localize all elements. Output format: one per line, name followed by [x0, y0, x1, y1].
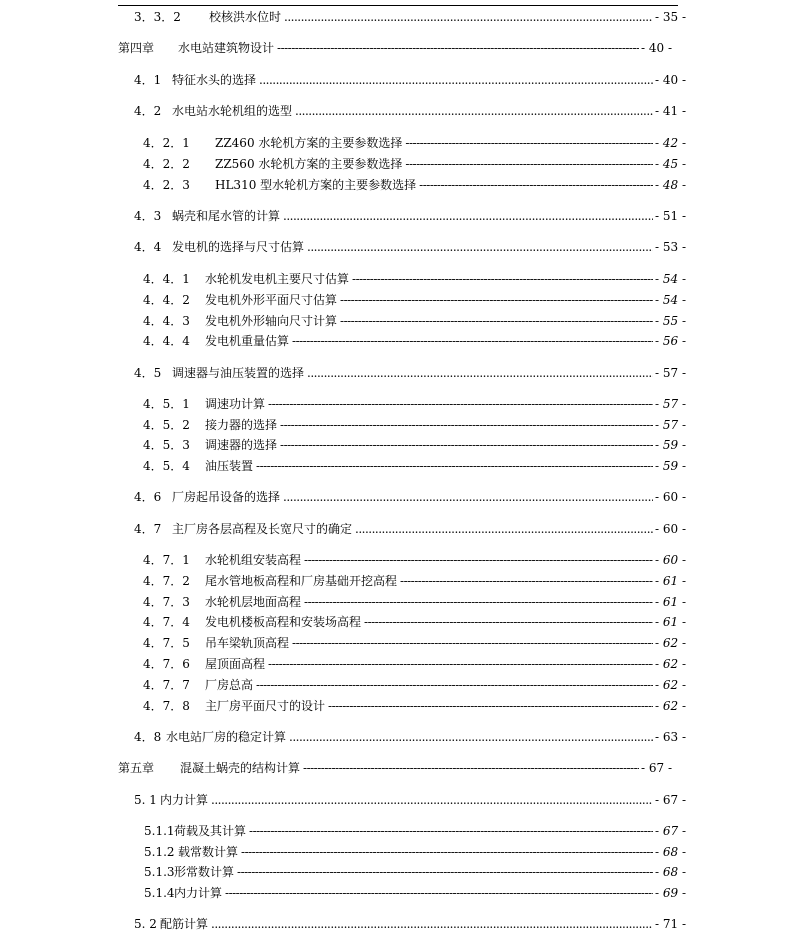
toc-entry[interactable] — [144, 886, 686, 900]
toc-entry-number: 5. 2 — [134, 917, 157, 931]
toc-entry-page: - 62 - — [654, 657, 686, 671]
toc-entry-page: - 69 - — [654, 886, 686, 900]
toc-entry-title: 调速功计算 — [205, 397, 266, 411]
toc-leader — [277, 41, 639, 55]
toc-leader — [303, 761, 639, 775]
toc-entry-number: 5.1.1 — [144, 824, 175, 838]
toc-leader — [307, 366, 653, 380]
toc-entry-title: 载常数计算 — [178, 845, 239, 859]
toc-leader — [280, 438, 653, 452]
toc-entry-title: 接力器的选择 — [205, 418, 278, 432]
toc-entry-title: 形常数计算 — [174, 865, 235, 879]
toc-entry-number: 4．4 — [134, 240, 162, 254]
toc-leader — [284, 10, 653, 24]
toc-entry-title: 内力计算 — [160, 793, 209, 807]
toc-leader — [419, 178, 653, 192]
toc-entry-page: - 71 - — [654, 917, 686, 931]
toc-entry[interactable] — [143, 136, 686, 150]
toc-entry-title: 蜗壳和尾水管的计算 — [172, 209, 281, 223]
toc-entry-number: 4．1 — [134, 73, 162, 87]
toc-entry-page: - 61 - — [654, 574, 686, 588]
toc-entry-page: - 62 - — [654, 678, 686, 692]
toc-entry-page: - 54 - — [654, 293, 686, 307]
toc-entry[interactable] — [143, 574, 686, 588]
toc-entry-number: 4．5．4 — [143, 459, 190, 473]
toc-entry[interactable] — [143, 657, 686, 671]
toc-entry-page: - 40 - — [654, 73, 686, 87]
toc-entry-number: 4．7．8 — [143, 699, 190, 713]
toc-entry-title: 尾水管地板高程和厂房基础开挖高程 — [205, 574, 398, 588]
toc-entry[interactable] — [118, 761, 672, 775]
toc-entry[interactable] — [143, 397, 686, 411]
toc-leader — [241, 845, 653, 859]
toc-leader — [304, 553, 653, 567]
toc-entry[interactable] — [143, 553, 686, 567]
toc-entry[interactable] — [134, 10, 686, 24]
toc-entry[interactable] — [143, 157, 686, 171]
toc-leader — [355, 522, 653, 536]
toc-entry[interactable] — [144, 845, 686, 859]
toc-leader — [237, 865, 653, 879]
toc-leader — [280, 418, 653, 432]
toc-entry-page: - 48 - — [654, 178, 686, 192]
toc-entry[interactable] — [143, 615, 686, 629]
toc-leader — [295, 104, 653, 118]
toc-entry-page: - 55 - — [654, 314, 686, 328]
toc-leader — [283, 209, 653, 223]
toc-entry[interactable] — [134, 490, 686, 504]
toc-entry-page: - 62 - — [654, 699, 686, 713]
toc-entry[interactable] — [143, 418, 686, 432]
toc-entry-title: 调速器与油压装置的选择 — [172, 366, 305, 380]
toc-leader — [268, 397, 653, 411]
toc-entry[interactable] — [134, 793, 686, 807]
toc-entry-number: 4．4．4 — [143, 334, 190, 348]
toc-entry-title: 荷载及其计算 — [174, 824, 247, 838]
toc-entry-page: - 59 - — [654, 459, 686, 473]
toc-entry-number: 4．7．1 — [143, 553, 190, 567]
toc-entry-title: 发电机重量估算 — [205, 334, 290, 348]
toc-entry[interactable] — [143, 595, 686, 609]
toc-entry-page: - 67 - — [654, 824, 686, 838]
toc-leader — [292, 334, 653, 348]
toc-entry-title: 水轮机层地面高程 — [205, 595, 302, 609]
toc-entry[interactable] — [134, 209, 686, 223]
toc-entry[interactable] — [144, 824, 686, 838]
toc-entry-page: - 63 - — [654, 730, 686, 744]
toc-entry[interactable] — [134, 730, 686, 744]
toc-entry-title: ZZ460 水轮机方案的主要参数选择 — [215, 136, 403, 150]
toc-entry-number: 4．4．2 — [143, 293, 190, 307]
toc-entry-title: 水轮机组安装高程 — [205, 553, 302, 567]
toc-entry-title: 屋顶面高程 — [205, 657, 266, 671]
toc-entry[interactable] — [134, 104, 686, 118]
toc-entry[interactable] — [118, 41, 672, 55]
toc-entry-number: 4．7．2 — [143, 574, 190, 588]
toc-leader — [283, 490, 653, 504]
toc-leader — [400, 574, 653, 588]
toc-entry-number: 3．3．2 — [134, 10, 181, 24]
toc-entry-page: - 60 - — [654, 553, 686, 567]
toc-entry-number: 4．7．6 — [143, 657, 190, 671]
toc-entry-title: 校核洪水位时 — [209, 10, 282, 24]
toc-entry-page: - 67 - — [654, 793, 686, 807]
toc-leader — [405, 136, 653, 150]
toc-leader — [304, 595, 653, 609]
toc-entry-page: - 57 - — [654, 418, 686, 432]
toc-entry-title: 厂房总高 — [205, 678, 254, 692]
toc-entry-page: - 59 - — [654, 438, 686, 452]
toc-entry-page: - 45 - — [654, 157, 686, 171]
toc-entry-page: - 68 - — [654, 865, 686, 879]
toc-leader — [211, 917, 653, 931]
toc-entry-number: 4．4．3 — [143, 314, 190, 328]
toc-entry-number: 4．7．7 — [143, 678, 190, 692]
toc-entry-number: 4．2 — [134, 104, 162, 118]
toc-entry-page: - 57 - — [654, 397, 686, 411]
toc-entry[interactable] — [134, 366, 686, 380]
toc-entry-number: 4．4．1 — [143, 272, 190, 286]
toc-entry[interactable] — [134, 917, 686, 931]
toc-entry-title: 水电站水轮机组的选型 — [172, 104, 293, 118]
toc-entry[interactable] — [134, 240, 686, 254]
toc-entry-page: - 56 - — [654, 334, 686, 348]
toc-entry-title: 厂房起吊设备的选择 — [172, 490, 281, 504]
toc-entry[interactable] — [143, 636, 686, 650]
toc-entry-title: 发电机楼板高程和安装场高程 — [205, 615, 362, 629]
toc-entry[interactable] — [143, 699, 686, 713]
toc-entry-title: 调速器的选择 — [205, 438, 278, 452]
toc-entry-title: 主厂房各层高程及长宽尺寸的确定 — [172, 522, 353, 536]
toc-entry-title: 吊车梁轨顶高程 — [205, 636, 290, 650]
toc-leader — [225, 886, 653, 900]
toc-entry[interactable] — [143, 459, 686, 473]
toc-entry[interactable] — [143, 438, 686, 452]
toc-entry[interactable] — [143, 272, 686, 286]
toc-entry-title: ZZ560 水轮机方案的主要参数选择 — [215, 157, 403, 171]
toc-entry-number: 4．7．5 — [143, 636, 190, 650]
toc-entry-number: 4．7 — [134, 522, 162, 536]
toc-leader — [256, 459, 653, 473]
toc-entry-title: 发电机外形平面尺寸估算 — [205, 293, 338, 307]
toc-entry-page: - 57 - — [654, 366, 686, 380]
toc-entry-number: 4．5．3 — [143, 438, 190, 452]
toc-entry-number: 4．8 — [134, 730, 162, 744]
toc-entry-page: - 40 - — [640, 41, 672, 55]
toc-entry-page: - 67 - — [640, 761, 672, 775]
toc-leader — [211, 793, 653, 807]
toc-entry-title: 水电站建筑物设计 — [178, 41, 275, 55]
toc-leader — [340, 293, 653, 307]
toc-leader — [328, 699, 653, 713]
toc-leader — [259, 73, 653, 87]
toc-entry-number: 第四章 — [118, 41, 155, 55]
toc-leader — [352, 272, 653, 286]
toc-entry-title: 水轮机发电机主要尺寸估算 — [205, 272, 350, 286]
toc-leader — [256, 678, 653, 692]
toc-entry-number: 5.1.4 — [144, 886, 175, 900]
toc-entry-page: - 51 - — [654, 209, 686, 223]
toc-entry[interactable] — [134, 522, 686, 536]
toc-entry-title: 主厂房平面尺寸的设计 — [205, 699, 326, 713]
toc-leader — [268, 657, 653, 671]
toc-entry-title: 水电站厂房的稳定计算 — [166, 730, 287, 744]
toc-entry[interactable] — [144, 865, 686, 879]
toc-entry-number: 4．2．3 — [143, 178, 190, 192]
toc-leader — [364, 615, 653, 629]
toc-entry[interactable] — [143, 178, 686, 192]
toc-entry-title: 特征水头的选择 — [172, 73, 257, 87]
toc-entry-number: 5. 1 — [134, 793, 157, 807]
toc-entry-title: 发电机的选择与尺寸估算 — [172, 240, 305, 254]
toc-entry[interactable] — [143, 293, 686, 307]
toc-entry[interactable] — [143, 334, 686, 348]
toc-entry-page: - 68 - — [654, 845, 686, 859]
toc-entry-page: - 41 - — [654, 104, 686, 118]
toc-leader — [289, 730, 653, 744]
toc-entry-number: 4．2．1 — [143, 136, 190, 150]
toc-leader — [340, 314, 653, 328]
toc-entry-number: 4．2．2 — [143, 157, 190, 171]
toc-leader — [307, 240, 653, 254]
toc-entry-page: - 60 - — [654, 522, 686, 536]
top-rule — [118, 5, 678, 6]
toc-entry-number: 4．7．4 — [143, 615, 190, 629]
toc-entry-number: 4．6 — [134, 490, 162, 504]
toc-entry-title: 混凝土蜗壳的结构计算 — [180, 761, 301, 775]
toc-entry-number: 5.1.3 — [144, 865, 175, 879]
toc-leader — [249, 824, 653, 838]
toc-entry-title: 油压装置 — [205, 459, 254, 473]
toc-entry-title: 配筋计算 — [160, 917, 209, 931]
toc-entry-title: HL310 型水轮机方案的主要参数选择 — [215, 178, 417, 192]
toc-entry[interactable] — [134, 73, 686, 87]
toc-leader — [405, 157, 653, 171]
toc-entry-number: 4．3 — [134, 209, 162, 223]
toc-entry-number: 4．7．3 — [143, 595, 190, 609]
toc-entry-page: - 62 - — [654, 636, 686, 650]
toc-entry-number: 5.1.2 — [144, 845, 175, 859]
toc-entry-number: 第五章 — [118, 761, 155, 775]
toc-leader — [292, 636, 653, 650]
toc-entry-number: 4．5．1 — [143, 397, 190, 411]
toc-entry-page: - 60 - — [654, 490, 686, 504]
toc-entry-page: - 61 - — [654, 615, 686, 629]
toc-entry-page: - 61 - — [654, 595, 686, 609]
toc-entry[interactable] — [143, 678, 686, 692]
toc-entry-title: 发电机外形轴向尺寸计算 — [205, 314, 338, 328]
toc-entry-number: 4．5 — [134, 366, 162, 380]
toc-entry-page: - 42 - — [654, 136, 686, 150]
toc-entry[interactable] — [143, 314, 686, 328]
toc-entry-page: - 53 - — [654, 240, 686, 254]
toc-entry-page: - 54 - — [654, 272, 686, 286]
toc-entry-page: - 35 - — [654, 10, 686, 24]
toc-entry-number: 4．5．2 — [143, 418, 190, 432]
toc-entry-title: 内力计算 — [174, 886, 223, 900]
